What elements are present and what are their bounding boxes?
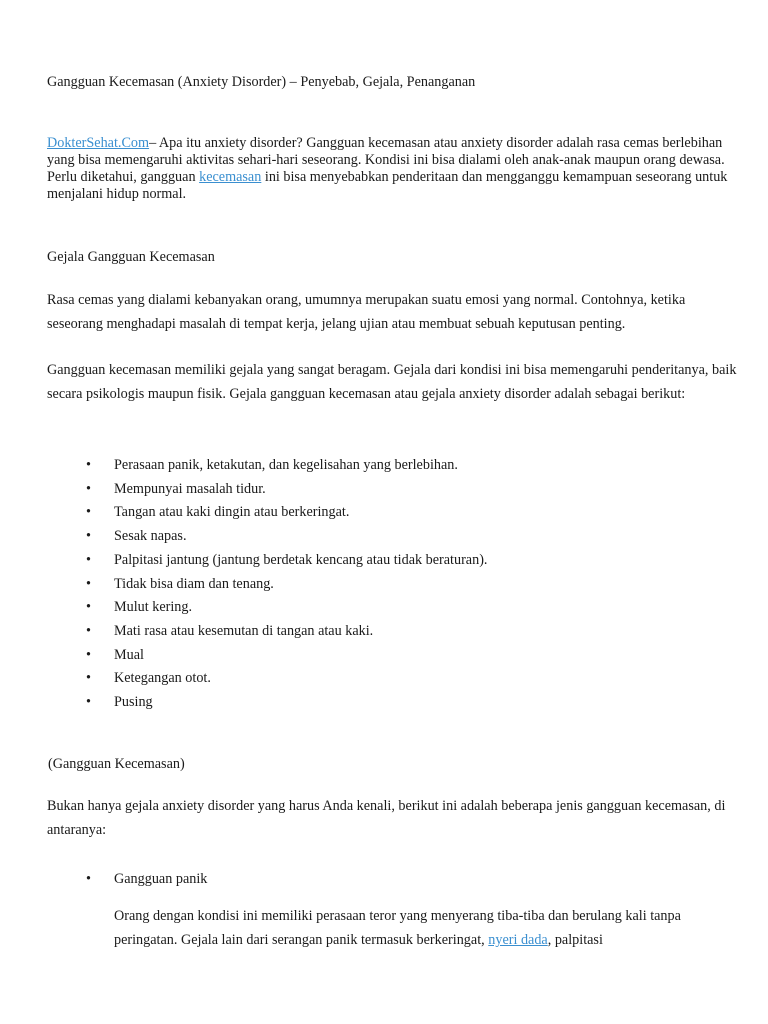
- intro-text-2: ini bisa menyebabkan penderitaan dan mengganggu kemampuan seseorang untuk menjalani hidup normal.: [47, 169, 728, 202]
- symptoms-list: [86, 454, 487, 715]
- kecemasan-link[interactable]: kecemasan: [199, 169, 262, 185]
- bullet-icon: •: [86, 457, 91, 473]
- list-item: [86, 596, 487, 620]
- list-item: [86, 478, 487, 502]
- list-item: [86, 525, 487, 549]
- bullet-icon: •: [86, 694, 91, 711]
- paragraph-normal-anxiety: Rasa cemas yang dialami kebanyakan orang, umumnya merupakan suatu emosi yang normal. Contohnya, ketika seseorang menghadapi masalah di tempat kerja, jelang ujian atau membuat sebuah keputusan penting.: [47, 292, 686, 332]
- heading-gejala: Gejala Gangguan Kecemasan: [47, 249, 215, 265]
- panic-text-1: Orang dengan kondisi ini memiliki perasaan teror yang menyerang tiba-tiba dan berulang kali tanpa peringatan. Gejala lain dari serangan panik termasuk berkeringat,: [114, 908, 681, 948]
- list-item-text: Perasaan panik, ketakutan, dan kegelisahan yang berlebihan.: [114, 457, 458, 473]
- bullet-icon: •: [86, 551, 91, 568]
- list-item: [86, 454, 487, 478]
- list-item-text: Tangan atau kaki dingin atau berkeringat.: [114, 504, 350, 521]
- bullet-icon: •: [86, 504, 91, 521]
- bullet-icon: •: [86, 575, 91, 592]
- bullet-icon: •: [86, 646, 91, 663]
- list-item-text: Mempunyai masalah tidur.: [114, 480, 266, 497]
- bullet-icon: •: [86, 480, 91, 497]
- paragraph-types-intro: Bukan hanya gejala anxiety disorder yang harus Anda kenali, berikut ini adalah beberapa jenis gangguan kecemasan, di antaranya:: [47, 798, 726, 838]
- panic-text-2: , palpitasi: [547, 932, 603, 948]
- list-item-text: Palpitasi jantung (jantung berdetak kencang atau tidak beraturan).: [114, 551, 488, 568]
- list-item: [86, 573, 487, 597]
- list-item-text: Ketegangan otot.: [114, 670, 211, 687]
- list-item-text: Mati rasa atau kesemutan di tangan atau kaki.: [114, 622, 374, 639]
- list-item-text: Tidak bisa diam dan tenang.: [114, 575, 274, 592]
- list-item-text: Gangguan panik: [114, 871, 208, 887]
- list-item: [86, 620, 487, 644]
- bullet-icon: •: [86, 528, 91, 545]
- list-item: [86, 501, 487, 525]
- list-item: [86, 644, 487, 668]
- bullet-icon: •: [86, 670, 91, 687]
- list-item-text: Mulut kering.: [114, 599, 193, 616]
- bullet-icon: •: [86, 871, 91, 887]
- list-item: [86, 549, 487, 573]
- list-item: [86, 667, 487, 691]
- intro-text-1: – Apa itu anxiety disorder? Gangguan kecemasan atau anxiety disorder adalah rasa cemas berlebihan yang bisa memengaruhi aktivitas sehari-hari seseorang. Kondisi ini bisa dialami oleh anak-anak maupun orang dewasa. Perlu diketahui, gangguan: [47, 135, 725, 185]
- list-item-text: Pusing: [114, 694, 153, 711]
- bullet-icon: •: [86, 599, 91, 616]
- bullet-icon: •: [86, 622, 91, 639]
- list-item-text: Sesak napas.: [114, 528, 187, 545]
- document-title: Gangguan Kecemasan (Anxiety Disorder) – Penyebab, Gejala, Penanganan: [47, 74, 476, 90]
- list-item: [86, 691, 487, 715]
- nyeri-dada-link[interactable]: nyeri dada: [488, 932, 548, 948]
- paragraph-symptoms-intro: Gangguan kecemasan memiliki gejala yang sangat beragam. Gejala dari kondisi ini bisa memengaruhi penderitanya, baik secara psikologis maupun fisik. Gejala gangguan kecemasan atau gejala anxiety disorder adalah sebagai berikut:: [47, 362, 737, 402]
- doktersehat-link[interactable]: DokterSehat.Com: [47, 135, 150, 151]
- intro-paragraph: [47, 135, 731, 203]
- list-item-text: Mual: [114, 646, 144, 663]
- types-list: [86, 869, 207, 889]
- panic-description: [114, 904, 714, 952]
- list-item: [86, 869, 207, 889]
- heading-types: (Gangguan Kecemasan): [48, 756, 185, 772]
